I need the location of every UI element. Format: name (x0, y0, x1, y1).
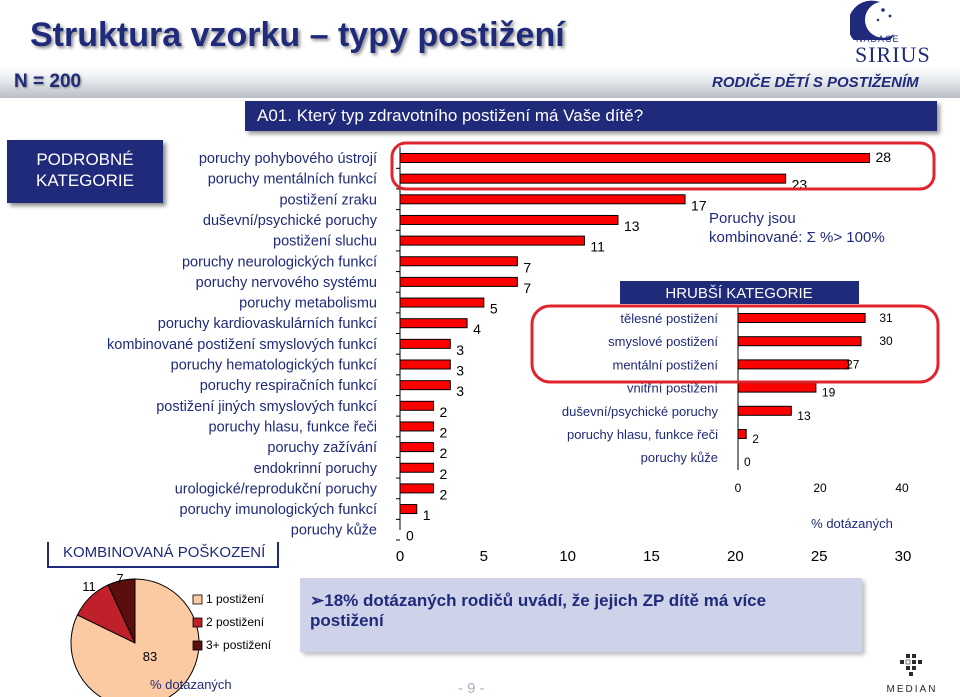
coarse-category-label: poruchy kůže (640, 450, 718, 466)
detail-value-label: 2 (439, 486, 448, 503)
detail-bar (400, 463, 434, 472)
coarse-x-tick: 20 (813, 481, 827, 495)
detail-value-label: 17 (691, 197, 707, 214)
detail-value-label: 13 (623, 217, 640, 234)
detail-value-label: 3 (456, 383, 465, 400)
detail-bar (400, 236, 584, 245)
detail-value-label: 3 (456, 341, 465, 358)
detail-x-tick: 25 (810, 548, 828, 565)
detail-box-line-1: PODROBNÉ (36, 150, 134, 169)
detail-x-tick: 0 (395, 548, 405, 565)
detail-x-tick: 15 (643, 548, 660, 565)
detail-bar (400, 339, 450, 348)
coarse-value-label: 0 (744, 455, 751, 470)
detail-bar (400, 422, 434, 431)
coarse-bar (738, 383, 816, 392)
coarse-value-label: 27 (846, 357, 860, 372)
detail-value-label: 1 (422, 507, 431, 524)
median-logo-icon (876, 652, 948, 697)
category-label: poruchy hlasu, funkce řeči (208, 419, 377, 436)
detail-x-tick: 5 (479, 548, 489, 565)
detail-bar (400, 319, 467, 328)
pie-legend-swatch (193, 618, 202, 627)
logo-small-text: NADACE (856, 34, 900, 44)
coarse-x-tick: 0 (734, 481, 742, 495)
detail-bar (400, 401, 434, 410)
category-label: postižení zraku (279, 192, 377, 209)
pie-legend-label: 3+ postižení (206, 638, 272, 652)
category-label: endokrinní poruchy (253, 460, 377, 477)
coarse-x-label: % dotázaných (811, 516, 893, 531)
coarse-category-label: duševní/psychické poruchy (561, 403, 718, 419)
category-label: kombinované postižení smyslových funkcí (107, 336, 377, 353)
detail-bar (400, 257, 517, 266)
coarse-category-label: tělesné postižení (620, 311, 718, 326)
category-label: poruchy kůže (290, 522, 377, 539)
category-label: poruchy metabolismu (239, 295, 377, 312)
detail-value-label: 5 (489, 300, 498, 317)
detail-bar (400, 381, 450, 390)
detail-bar (400, 215, 618, 224)
question-text: A01. Který typ zdravotního postižení má Vaše dítě? (257, 106, 644, 125)
logo-big-text: SIRIUS (855, 42, 931, 67)
finding-sentence: 18% dotázaných rodičů uvádí, že jejich ZP dítě má více postižení (310, 591, 767, 630)
coarse-chart-title: HRUBŠÍ KATEGORIE (665, 285, 813, 302)
pie-legend-label: 1 postižení (206, 592, 265, 606)
pie-value-label: 83 (142, 649, 158, 664)
coarse-bar (738, 360, 849, 369)
coarse-bar (738, 406, 791, 415)
category-label: poruchy respiračních funkcí (199, 378, 377, 395)
segment-label: RODIČE DĚTÍ S POSTIŽENÍM (712, 74, 919, 91)
coarse-value-label: 31 (879, 311, 893, 325)
coarse-value-label: 2 (752, 432, 759, 446)
detail-value-label: 2 (439, 403, 448, 420)
category-label: poruchy pohybového ústrojí (198, 151, 377, 167)
finding-text (310, 591, 830, 631)
coarse-bar (738, 430, 746, 439)
coarse-bar (738, 337, 861, 346)
detail-bar (400, 360, 450, 369)
detail-value-label: 3 (456, 362, 465, 379)
sample-size: N = 200 (14, 71, 82, 92)
page-title: Struktura vzorku – typy postižení (30, 16, 565, 54)
detail-value-label: 28 (875, 149, 892, 165)
detail-x-tick: 10 (559, 548, 577, 565)
coarse-highlight (532, 306, 938, 382)
detail-value-label: 7 (523, 259, 532, 276)
pie-value-label: 11 (82, 579, 96, 594)
coarse-category-label: poruchy hlasu, funkce řeči (566, 427, 718, 442)
detail-value-label: 4 (473, 321, 481, 338)
combined-note-line-1: Poruchy jsou (709, 210, 796, 227)
detail-bar (400, 195, 685, 204)
category-label: postižení sluchu (273, 233, 377, 250)
combined-note-value: %> 100% (820, 229, 885, 246)
coarse-category-label: mentální postižení (612, 357, 718, 373)
detail-value-label: 23 (791, 176, 808, 193)
coarse-value-label: 13 (797, 408, 811, 423)
category-label: poruchy nervového systému (195, 274, 377, 291)
category-label: postižení jiných smyslových funkcí (156, 398, 377, 415)
detail-box-line-2: KATEGORIE (36, 171, 134, 190)
coarse-category-label: smyslové postižení (608, 334, 718, 350)
pie-value-label: 7 (116, 571, 124, 586)
category-label: poruchy neurologických funkcí (181, 254, 377, 271)
median-logo-text: MEDIAN (886, 684, 938, 695)
detail-value-label: 2 (439, 424, 448, 441)
category-label: poruchy zažívání (267, 440, 377, 457)
category-label: duševní/psychické poruchy (202, 212, 377, 229)
pie-legend-swatch (193, 641, 202, 650)
category-label: urologické/reprodukční poruchy (174, 481, 377, 498)
detail-bar (400, 277, 517, 286)
pie-legend-label: 2 postižení (206, 615, 265, 629)
page-number: - 9 - (458, 680, 485, 697)
detail-bar (400, 298, 484, 307)
coarse-x-tick: 40 (895, 481, 909, 495)
detail-bar (400, 484, 434, 493)
detail-value-label: 2 (439, 465, 448, 482)
coarse-bar (738, 314, 865, 323)
detail-bar (400, 174, 786, 183)
detail-x-tick: 30 (894, 548, 912, 565)
detail-bar (400, 154, 869, 163)
detail-value-label: 11 (590, 238, 605, 255)
detail-value-label: 2 (439, 445, 448, 462)
median-logo (876, 652, 948, 697)
coarse-category-label: vnitřní postižení (626, 380, 718, 396)
combined-note-label: kombinované: (709, 229, 803, 246)
finding-arrow-icon: ➢ (310, 591, 325, 610)
detail-value-label: 7 (523, 279, 532, 296)
category-label: poruchy mentálních funkcí (207, 171, 377, 188)
coarse-value-label: 30 (879, 334, 893, 349)
sigma-symbol: Σ (806, 229, 816, 246)
category-label: poruchy imunologických funkcí (179, 502, 377, 519)
category-label: poruchy kardiovaskulárních funkcí (157, 316, 377, 333)
detail-bar (400, 443, 434, 452)
category-label: poruchy hematologických funkcí (170, 357, 377, 374)
detail-x-tick: 20 (726, 548, 744, 565)
pie-x-label: % dotázaných (150, 677, 232, 692)
coarse-value-label: 19 (821, 385, 836, 400)
detail-value-label: 0 (406, 527, 414, 544)
detail-bar (400, 505, 417, 514)
pie-legend-swatch (193, 595, 202, 604)
combined-damage-title: KOMBINOVANÁ POŠKOZENÍ (47, 542, 279, 568)
